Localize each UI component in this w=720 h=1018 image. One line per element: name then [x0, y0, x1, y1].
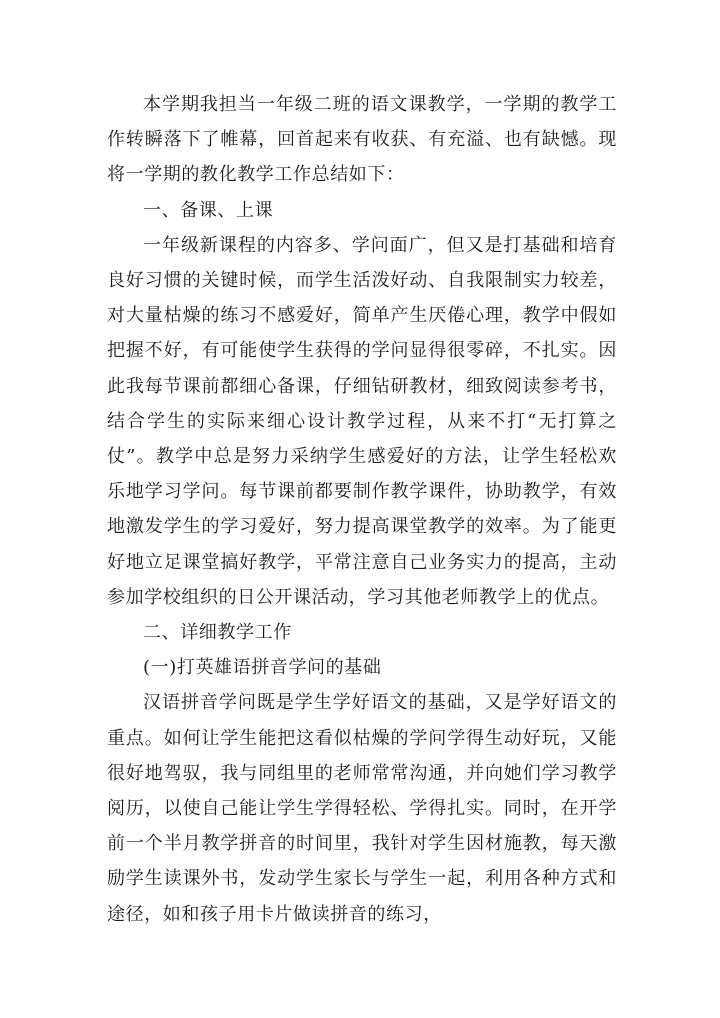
intro-paragraph: 本学期我担当一年级二班的语文课教学，一学期的教学工作转瞬落下了帷幕，回首起来有收获、有充溢、也有缺憾。现将一学期的教化教学工作总结如下： [107, 94, 617, 186]
subsection-heading-pinyin: (一)打英雄语拼音学问的基础 [143, 657, 382, 679]
section-heading-teaching-work: 二、详细教学工作 [143, 622, 292, 644]
section-heading-preparation: 一、备课、上课 [143, 199, 274, 221]
preparation-paragraph: 一年级新课程的内容多、学问面广，但又是打基础和培育良好习惯的关键时候，而学生活泼好动、自我限制实力较差，对大量枯燥的练习不感爱好，简单产生厌倦心理，教学中假如把握不好，有可能使学生获得的学问显得很零碎，不扎实。因此我每节课前都细心备课，仔细钻研教材，细致阅读参考书，结合学生的实际来细心设计教学过程，从来不打“无打算之仗”。教学中总是努力采纳学生感爱好的方法，让学生轻松欢乐地学习学问。每节课前都要制作教学课件，协助教学，有效地激发学生的学习爱好，努力提高课堂教学的效率。为了能更好地立足课堂搞好教学，平常注意自己业务实力的提高，主动参加学校组织的日公开课活动，学习其他老师教学上的优点。 [107, 234, 617, 608]
pinyin-paragraph: 汉语拼音学问既是学生学好语文的基础，又是学好语文的重点。如何让学生能把这看似枯燥的学问学得生动好玩，又能很好地驾驭，我与同组里的老师常常沟通，并向她们学习教学阅历，以使自己能让学生学得轻松、学得扎实。同时，在开学前一个半月教学拼音的时间里，我针对学生因材施教，每天激励学生读课外书，发动学生家长与学生一起，利用各种方式和途径，如和孩子用卡片做读拼音的练习， [107, 692, 617, 925]
